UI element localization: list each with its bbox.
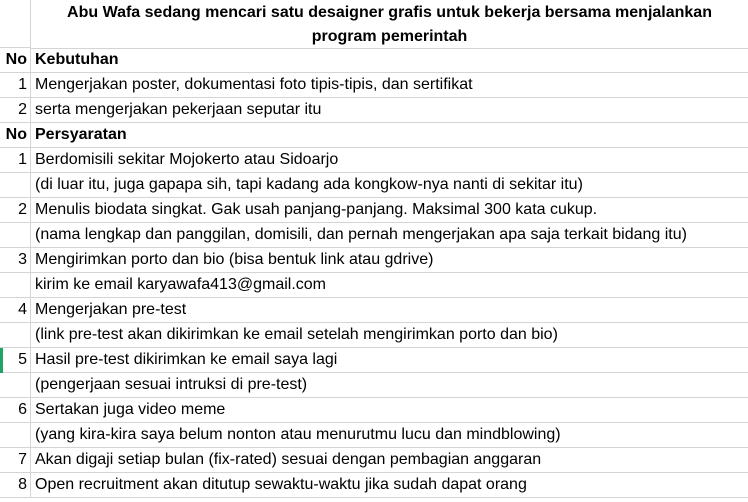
table-row	[0, 448, 748, 473]
table-row	[0, 323, 748, 348]
text-cell[interactable]: Persyaratan	[35, 126, 127, 143]
text-cell[interactable]: Hasil pre-test dikirimkan ke email saya lagi	[35, 351, 338, 368]
text-cell[interactable]: Mengirimkan porto dan bio (bisa bentuk link atau gdrive)	[35, 251, 434, 268]
number-cell[interactable]: 7	[0, 448, 31, 473]
text-cell[interactable]: (nama lengkap dan panggilan, domisili, dan pernah mengerjakan apa saja terkait bidang itu)	[35, 226, 687, 243]
number-cell[interactable]: 6	[0, 398, 31, 423]
table-row	[0, 48, 748, 73]
text-cell[interactable]: Berdomisili sekitar Mojokerto atau Sidoarjo	[35, 151, 339, 168]
number-cell[interactable]: 1	[0, 73, 31, 98]
number-cell[interactable]: 3	[0, 248, 31, 273]
number-cell[interactable]	[0, 323, 31, 348]
text-cell[interactable]: Open recruitment akan ditutup sewaktu-waktu jika sudah dapat orang	[35, 476, 527, 493]
number-cell[interactable]	[0, 423, 31, 448]
table-row	[0, 398, 748, 423]
text-cell[interactable]: (di luar itu, juga gapapa sih, tapi kadang ada kongkow-nya nanti di sekitar itu)	[35, 176, 583, 193]
table-row	[0, 348, 748, 373]
table-row	[0, 373, 748, 398]
text-cell[interactable]: (yang kira-kira saya belum nonton atau menurutmu lucu dan mindblowing)	[35, 426, 561, 443]
number-cell[interactable]: 4	[0, 298, 31, 323]
text-cell[interactable]: Akan digaji setiap bulan (fix-rated) sesuai dengan pembagian anggaran	[35, 451, 542, 468]
number-cell[interactable]: 1	[0, 148, 31, 173]
number-cell[interactable]: 2	[0, 98, 31, 123]
table-row	[0, 223, 748, 248]
table-row	[0, 98, 748, 123]
number-cell[interactable]: No	[0, 123, 31, 148]
text-cell[interactable]: Mengerjakan pre-test	[35, 301, 187, 318]
table-row	[0, 248, 748, 273]
table-row	[0, 273, 748, 298]
table-row	[0, 423, 748, 448]
title-merged-cell[interactable]	[31, 0, 748, 49]
text-cell[interactable]: Sertakan juga video meme	[35, 401, 226, 418]
table-row	[0, 73, 748, 98]
table-row	[0, 473, 748, 498]
table-row	[0, 298, 748, 323]
table-row	[0, 123, 748, 148]
number-cell[interactable]	[0, 373, 31, 398]
title-line-1: Abu Wafa sedang mencari satu desaigner grafis untuk bekerja bersama menjalankan	[67, 4, 712, 21]
table-row	[0, 173, 748, 198]
text-cell[interactable]: kirim ke email karyawafa413@gmail.com	[35, 276, 326, 293]
text-cell[interactable]: Mengerjakan poster, dokumentasi foto tipis-tipis, dan sertifikat	[35, 76, 473, 93]
text-cell[interactable]: Kebutuhan	[35, 51, 119, 68]
number-cell[interactable]: No	[0, 48, 31, 73]
text-cell[interactable]: (link pre-test akan dikirimkan ke email setelah mengirimkan porto dan bio)	[35, 326, 558, 343]
header-row-number-cell[interactable]	[0, 0, 31, 48]
table-body	[0, 48, 748, 498]
number-cell[interactable]: 5	[0, 348, 31, 373]
number-cell[interactable]	[0, 173, 31, 198]
title-line-2: program pemerintah	[311, 28, 468, 45]
text-cell[interactable]: Menulis biodata singkat. Gak usah panjang-panjang. Maksimal 300 kata cukup.	[35, 201, 598, 218]
number-cell[interactable]	[0, 273, 31, 298]
table-row	[0, 148, 748, 173]
text-cell[interactable]: serta mengerjakan pekerjaan seputar itu	[35, 101, 322, 118]
text-cell[interactable]: (pengerjaan sesuai intruksi di pre-test)	[35, 376, 308, 393]
number-cell[interactable]	[0, 223, 31, 248]
number-cell[interactable]: 8	[0, 473, 31, 498]
number-cell[interactable]: 2	[0, 198, 31, 223]
table-row	[0, 198, 748, 223]
